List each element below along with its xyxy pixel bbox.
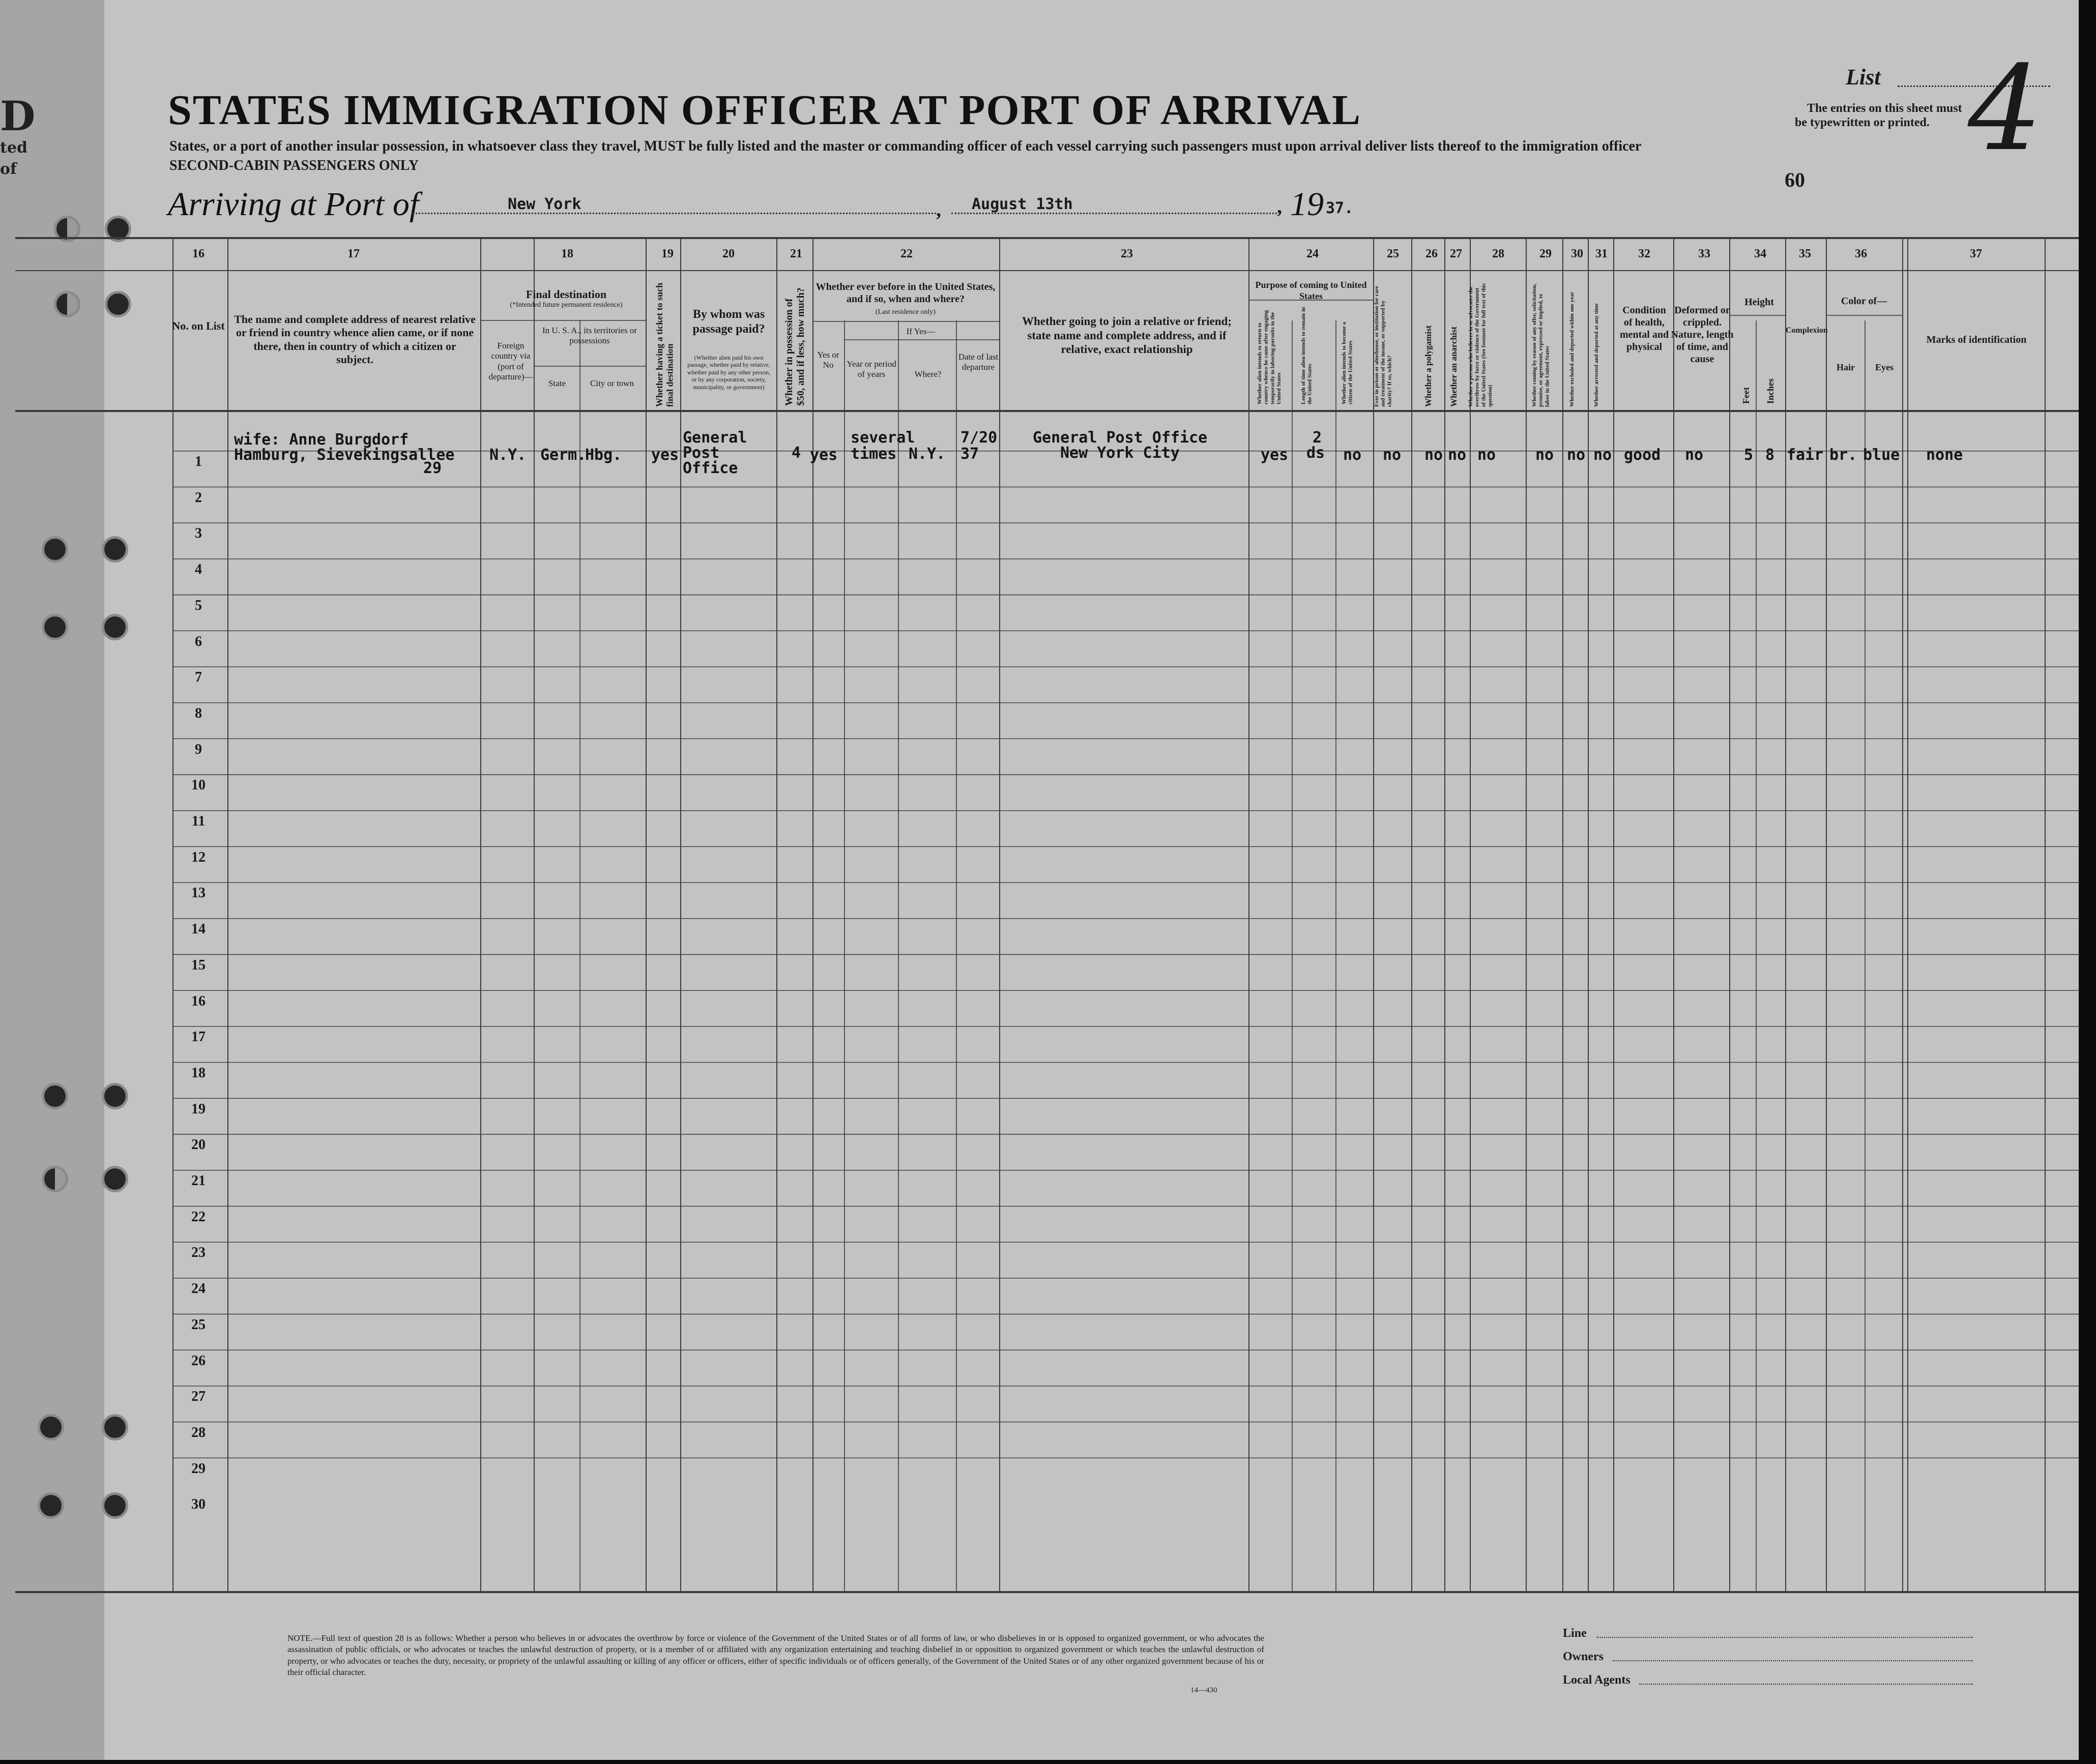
row-number: 2 (195, 489, 202, 506)
header-relative: The name and complete address of nearest relative or friend in country whence alien came, or if none there, then in country of which a citizen or subject. (234, 313, 476, 366)
strip-fragment: ted (0, 139, 27, 157)
entry-before-us: yes (810, 446, 838, 464)
header-purpose-citizen: Whether alien intends to become a citizen of the United States (1341, 321, 1354, 404)
row-number: 17 (191, 1029, 206, 1045)
row-number: 13 (191, 885, 206, 901)
entry-excluded: no (1567, 446, 1586, 464)
entry-paid-line3: Office (683, 459, 738, 477)
comma-separator: , (936, 198, 941, 221)
entry-join-line2: New York City (1060, 444, 1180, 462)
entry-polygamist: no (1424, 446, 1443, 464)
entry-relative-line2: Hamburg, Sievekingsallee (234, 446, 455, 464)
column-number: 18 (561, 247, 573, 260)
row-number: 30 (191, 1496, 206, 1513)
entry-citizen: no (1343, 446, 1362, 464)
column-number: 37 (1970, 247, 1982, 260)
entry-purpose: yes (1261, 446, 1289, 464)
header-marks: Marks of identification (1926, 334, 2027, 345)
header-offer-labor: Whether coming by reason of any offer, solicitation, promise, or agreement, expressed or implied, to labor in the United States (1531, 283, 1551, 407)
cabin-class: SECOND-CABIN PASSENGERS ONLY (169, 158, 419, 173)
row-number: 18 (191, 1065, 206, 1081)
header-health: Condition of health, mental and physical (1619, 305, 1669, 352)
row-number: 8 (195, 705, 202, 721)
row-number: 4 (195, 562, 202, 578)
local-agents-label: Local Agents (1563, 1673, 1631, 1687)
header-purpose-length: Length of time alien intends to remain in the United States (1300, 307, 1313, 404)
row-number: 29 (191, 1460, 206, 1477)
entry-state: Germ. (540, 446, 587, 464)
column-number: 30 (1571, 247, 1583, 260)
entry-city: Hbg. (585, 446, 622, 464)
entry-deformed: no (1685, 446, 1704, 464)
entry-relative-line1: wife: Anne Burgdorf (234, 431, 409, 449)
entry-years-line2: times (851, 445, 897, 463)
date-value: August 13th (972, 195, 1073, 213)
entry-last-departure-line1: 7/20 (960, 429, 998, 447)
column-number: 29 (1539, 247, 1552, 260)
entries-note: The entries on this sheet must (1807, 102, 1962, 115)
header-color-of: Color of— (1841, 296, 1887, 307)
header-prison: Ever in prison or almshouse, or institution for care and treatment of the insane, or supported by charity? If so, which? (1374, 286, 1393, 407)
header-height: Height (1744, 297, 1774, 308)
header-before-in-us-sub: (Last residence only) (875, 308, 936, 316)
header-inches: Inches (1765, 378, 1775, 404)
entry-where: N.Y. (909, 445, 946, 463)
row-number: 24 (191, 1281, 206, 1297)
entry-length-line1: 2 (1313, 429, 1322, 447)
row-number: 5 (195, 597, 202, 613)
row-number: 27 (191, 1389, 206, 1405)
header-final-destination: Final destination (526, 288, 607, 301)
list-label: List (1846, 65, 1881, 90)
header-where: Where? (914, 369, 942, 379)
row-number: 3 (195, 525, 202, 542)
local-agents-field (1639, 1684, 1973, 1685)
header-feet: Feet (1741, 387, 1751, 404)
year-suffix: 37. (1326, 199, 1354, 217)
entry-eyes: blue (1863, 446, 1900, 464)
line-label: Line (1563, 1627, 1587, 1640)
row-number: 11 (191, 813, 206, 829)
entry-health: good (1624, 446, 1661, 464)
row-number: 26 (191, 1353, 206, 1369)
entry-relative-line3: 29 (423, 459, 442, 477)
row-number: 19 (191, 1101, 206, 1117)
header-foreign-country: Foreign country via (port of departure)— (488, 341, 533, 382)
column-number: 24 (1306, 247, 1319, 260)
header-polygamist: Whether a polygamist (1423, 325, 1433, 407)
column-number: 28 (1492, 247, 1504, 260)
column-number: 21 (790, 247, 802, 260)
header-hair: Hair (1837, 362, 1855, 372)
port-value: New York (508, 195, 581, 213)
list-number: 4 (1968, 41, 2043, 177)
column-number: 27 (1450, 247, 1462, 260)
column-number: 22 (900, 247, 913, 260)
header-purpose: Purpose of coming to United States (1255, 280, 1367, 301)
entry-complexion: fair (1787, 446, 1824, 464)
header-deformed: Deformed or crippled. Nature, length of time, and cause (1671, 305, 1734, 365)
year-prefix: 19 (1290, 186, 1324, 223)
row-number: 28 (191, 1424, 206, 1440)
entry-offer: no (1535, 446, 1554, 464)
header-city: City or town (590, 378, 634, 388)
row-number: 7 (195, 669, 202, 686)
header-eyes: Eyes (1875, 362, 1894, 372)
column-number: 31 (1595, 247, 1608, 260)
entry-years-line1: several (851, 429, 915, 447)
entry-money: 4 (792, 444, 801, 462)
entry-join-line1: General Post Office (1033, 429, 1208, 447)
owners-field (1613, 1660, 1973, 1661)
header-yes-or-no: Yes or No (817, 350, 839, 370)
column-number: 32 (1638, 247, 1650, 260)
row-number: 22 (191, 1209, 206, 1225)
strip-fragment: of (0, 160, 17, 178)
header-join-relative: Whether going to join a relative or friend; state name and complete address, and if relative, exact relationship (1022, 315, 1232, 356)
row-number: 1 (195, 454, 202, 469)
header-before-in-us: Whether ever before in the United States, and if so, when and where? (816, 281, 996, 305)
column-number: 36 (1855, 247, 1867, 260)
header-excluded: Whether excluded and deported within one year (1569, 291, 1575, 407)
header-date-last-departure: Date of last departure (958, 352, 999, 372)
header-state: State (548, 378, 566, 388)
arriving-label: Arriving at Port of (168, 186, 419, 223)
instructions-line: States, or a port of another insular possession, in whatsoever class they travel, MUST be fully listed and the master or commanding officer of each vessel carrying such passengers must upon arrival deliver lists thereof to the immigration officer (169, 138, 1642, 154)
column-number: 34 (1754, 247, 1766, 260)
column-number: 16 (192, 247, 205, 260)
header-fifty-dollars: Whether in possession of $50, and if less, how much? (783, 287, 806, 406)
header-passage-paid-sub: (Whether alien paid his own passage, whether paid by relative, whether paid by any other person, or by any corporation, society, municipality, or government) (687, 354, 771, 391)
column-number: 35 (1799, 247, 1811, 260)
row-number: 20 (191, 1137, 206, 1153)
entry-arrested: no (1593, 446, 1612, 464)
column-number: 33 (1698, 247, 1710, 260)
column-number: 25 (1387, 247, 1399, 260)
row-number: 6 (195, 633, 202, 650)
entries-note: be typewritten or printed. (1795, 116, 1930, 129)
entry-hair: br. (1829, 446, 1857, 464)
row-number: 14 (191, 921, 206, 937)
column-number: 19 (661, 247, 674, 260)
owners-label: Owners (1563, 1650, 1604, 1663)
entry-length-line2: ds (1306, 444, 1325, 462)
column-number: 23 (1121, 247, 1133, 260)
row-number: 21 (191, 1173, 206, 1189)
entry-last-departure-line2: 37 (960, 445, 979, 463)
header-in-usa: In U. S. A., its territories or possessions (542, 326, 637, 346)
row-number: 12 (191, 849, 206, 865)
sheet-number: 60 (1785, 168, 1805, 191)
form-number: 14—430 (1190, 1686, 1217, 1694)
header-question-28: Whether a person who believes in or advocates the overthrow by force or violence of the Government of the United States (See footnote for full text of this question) (1468, 283, 1493, 407)
header-year-period: Year or period of years (847, 359, 896, 379)
question-28-footnote: NOTE.—Full text of question 28 is as follows: Whether a person who believes in or advocates the overthrow by force or violence of the Government of the United States or of all forms of law, or who disbelieves in or is opposed to organized government, or who advocates the assassination of public officials, or who advocates or teaches the unlawful destruction of property, or is a member of or affiliated with any organization entertaining and teaching disbelief in or opposition to organized government or which teaches the unlawful destruction of property, or who advocates or teaches the duty, necessity, or propriety of the unlawful assaulting or killing of any officer or officers, either of specific individuals or of officers generally, of the Government of the United States or of any other organized government because of his or their official character. (287, 1633, 1264, 1678)
row-number: 16 (191, 993, 206, 1009)
entry-anarchist: no (1448, 446, 1467, 464)
header-complexion: Complexion (1786, 326, 1828, 335)
header-arrested: Whether arrested and deported at any time (1593, 303, 1599, 407)
header-anarchist: Whether an anarchist (1449, 326, 1459, 407)
entry-height-inches: 8 (1765, 446, 1775, 464)
header-final-destination-sub: (*Intended future permanent residence) (510, 301, 623, 309)
entry-question-28: no (1477, 446, 1496, 464)
header-ticket: Whether having a ticket to such final destination (654, 282, 675, 407)
entry-paid-line1: General (683, 429, 747, 447)
entry-prison: no (1383, 446, 1402, 464)
header-if-yes: If Yes— (906, 327, 936, 336)
column-number: 17 (347, 247, 360, 260)
header-purpose-return: Whether alien intends to return to country whence he came after engaging temporarily in laboring pursuits in the United States (1257, 310, 1282, 404)
comma-separator: , (1277, 195, 1282, 218)
entry-height-feet: 5 (1744, 446, 1754, 464)
entry-marks: none (1926, 446, 1963, 464)
header-no-on-list: No. on List (172, 319, 225, 332)
row-number: 15 (191, 957, 206, 973)
page-title: STATES IMMIGRATION OFFICER AT PORT OF ARRIVAL (168, 86, 1362, 134)
entry-paid-line2: Post (683, 444, 720, 462)
header-passage-paid: By whom was passage paid? (692, 308, 765, 336)
strip-fragment: D (0, 92, 36, 140)
line-field (1596, 1637, 1973, 1638)
entry-foreign-port: N.Y. (489, 446, 527, 464)
column-number: 20 (722, 247, 735, 260)
entry-ticket: yes (651, 446, 679, 464)
row-number: 25 (191, 1316, 206, 1333)
row-number: 9 (195, 741, 202, 757)
row-number: 23 (191, 1245, 206, 1261)
column-number: 26 (1425, 247, 1438, 260)
row-number: 10 (191, 777, 206, 793)
